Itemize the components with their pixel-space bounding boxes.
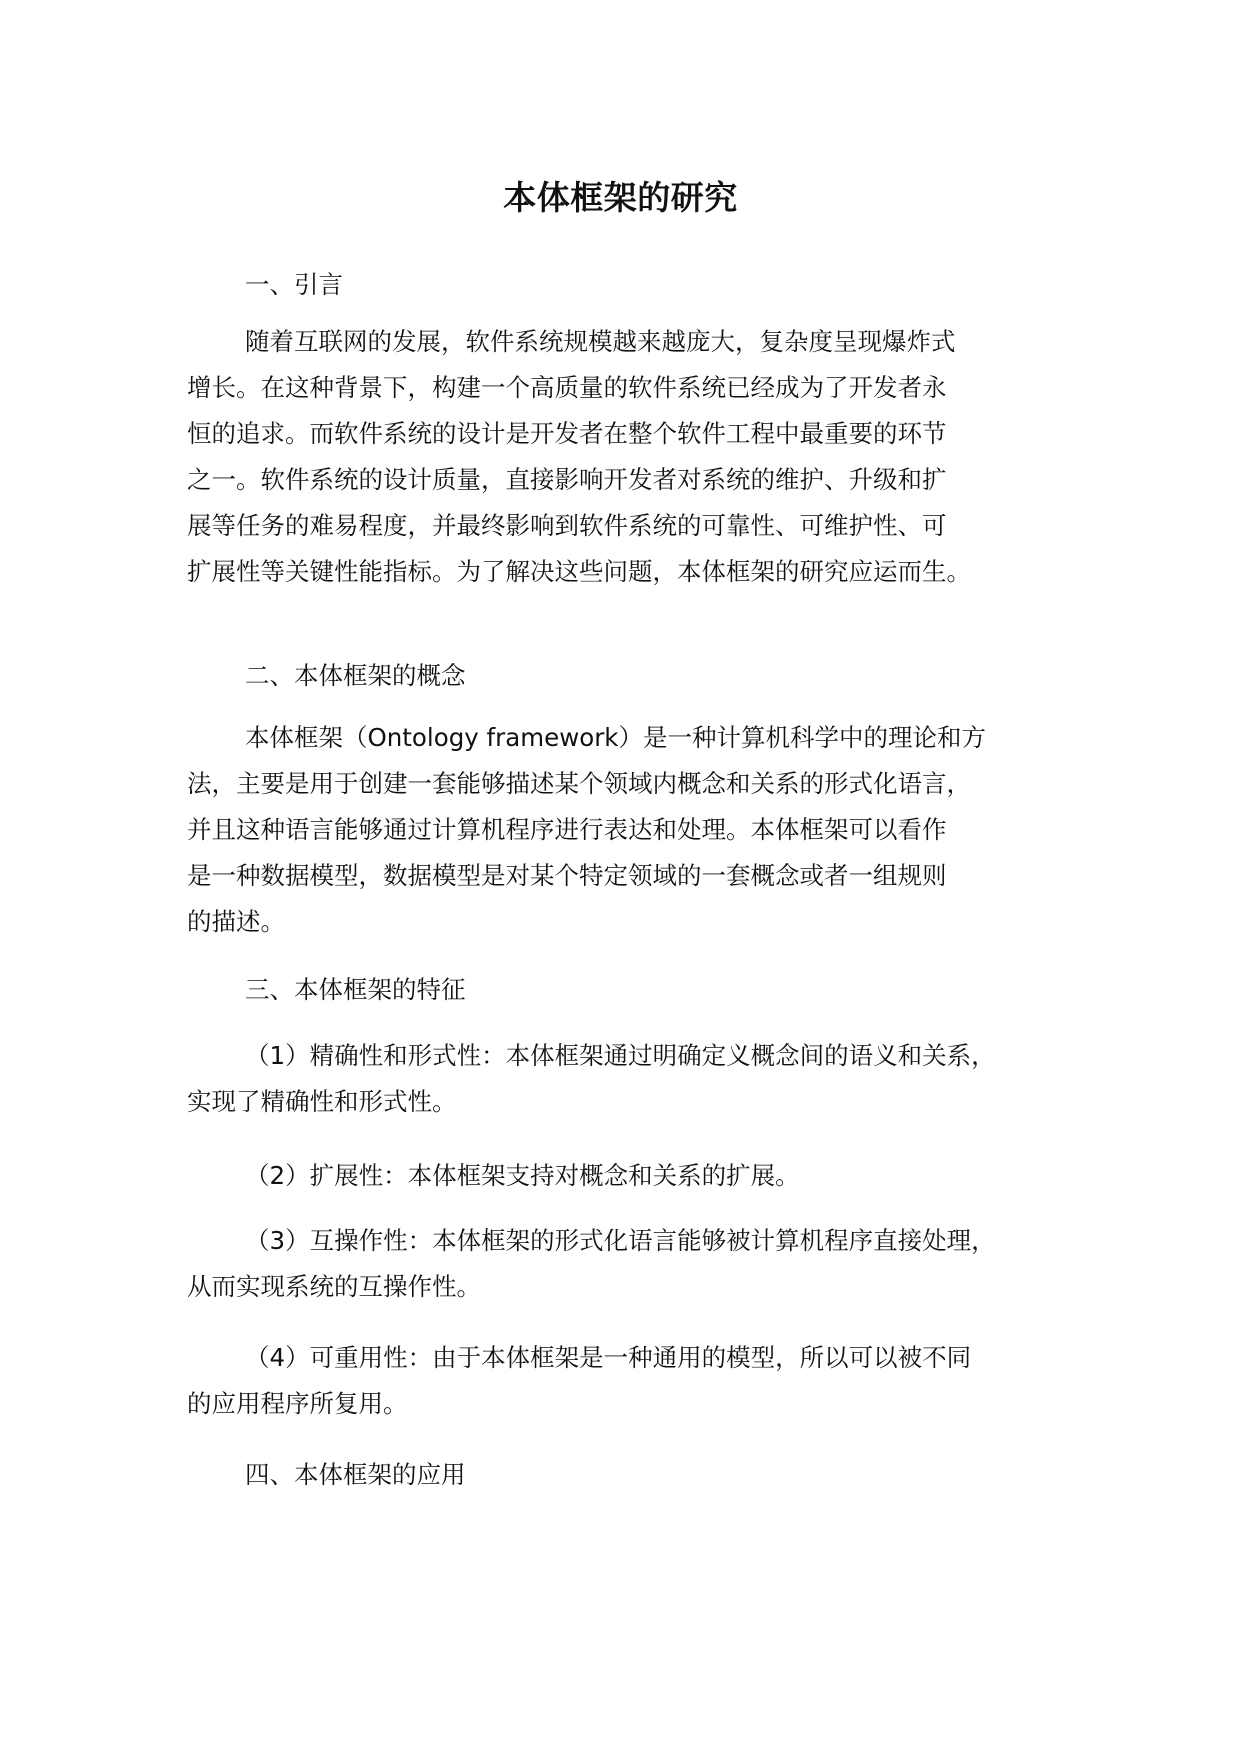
section-heading-applications [187,1452,1067,1498]
feature-line: （4）可重用性：由于本体框架是一种通用的模型，所以可以被不同 [245,1343,972,1372]
feature-item-4 [187,1335,1067,1427]
paragraph-line: 增长。在这种背景下，构建一个高质量的软件系统已经成为了开发者永 [187,373,947,402]
feature-line: （3）互操作性：本体框架的形式化语言能够被计算机程序直接处理， [245,1226,996,1255]
heading-text: 四、本体框架的应用 [245,1460,466,1489]
feature-item-1 [187,1033,1067,1125]
paragraph-concept [187,715,1067,945]
feature-line: （1）精确性和形式性：本体框架通过明确定义概念间的语义和关系， [245,1041,996,1070]
feature-line: 的应用程序所复用。 [187,1389,408,1418]
feature-line: 实现了精确性和形式性。 [187,1087,457,1116]
paragraph-line: 并且这种语言能够通过计算机程序进行表达和处理。本体框架可以看作 [187,815,947,844]
heading-text: 二、本体框架的概念 [245,661,466,690]
paragraph-intro [187,319,1067,595]
paragraph-line: 法，主要是用于创建一套能够描述某个领域内概念和关系的形式化语言， [187,769,971,798]
section-heading-intro [187,262,1067,308]
section-heading-features [187,967,1067,1013]
document-title: 本体框架的研究 [503,178,738,217]
paragraph-line: 是一种数据模型，数据模型是对某个特定领域的一套概念或者一组规则 [187,861,947,890]
section-heading-concept [187,653,1067,699]
feature-item-2 [187,1153,1067,1199]
heading-text: 一、引言 [245,270,343,299]
paragraph-line: 本体框架（Ontology framework）是一种计算机科学中的理论和方 [245,723,986,752]
feature-item-3 [187,1218,1067,1310]
feature-line: （2）扩展性：本体框架支持对概念和关系的扩展。 [245,1161,800,1190]
paragraph-line: 恒的追求。而软件系统的设计是开发者在整个软件工程中最重要的环节 [187,419,947,448]
heading-text: 三、本体框架的特征 [245,975,466,1004]
paragraph-line: 展等任务的难易程度，并最终影响到软件系统的可靠性、可维护性、可 [187,511,947,540]
feature-line: 从而实现系统的互操作性。 [187,1272,481,1301]
paragraph-line: 随着互联网的发展，软件系统规模越来越庞大，复杂度呈现爆炸式 [245,327,956,356]
paragraph-line: 扩展性等关键性能指标。为了解决这些问题，本体框架的研究应运而生。 [187,557,971,586]
paragraph-line: 的描述。 [187,907,285,936]
paragraph-line: 之一。软件系统的设计质量，直接影响开发者对系统的维护、升级和扩 [187,465,947,494]
